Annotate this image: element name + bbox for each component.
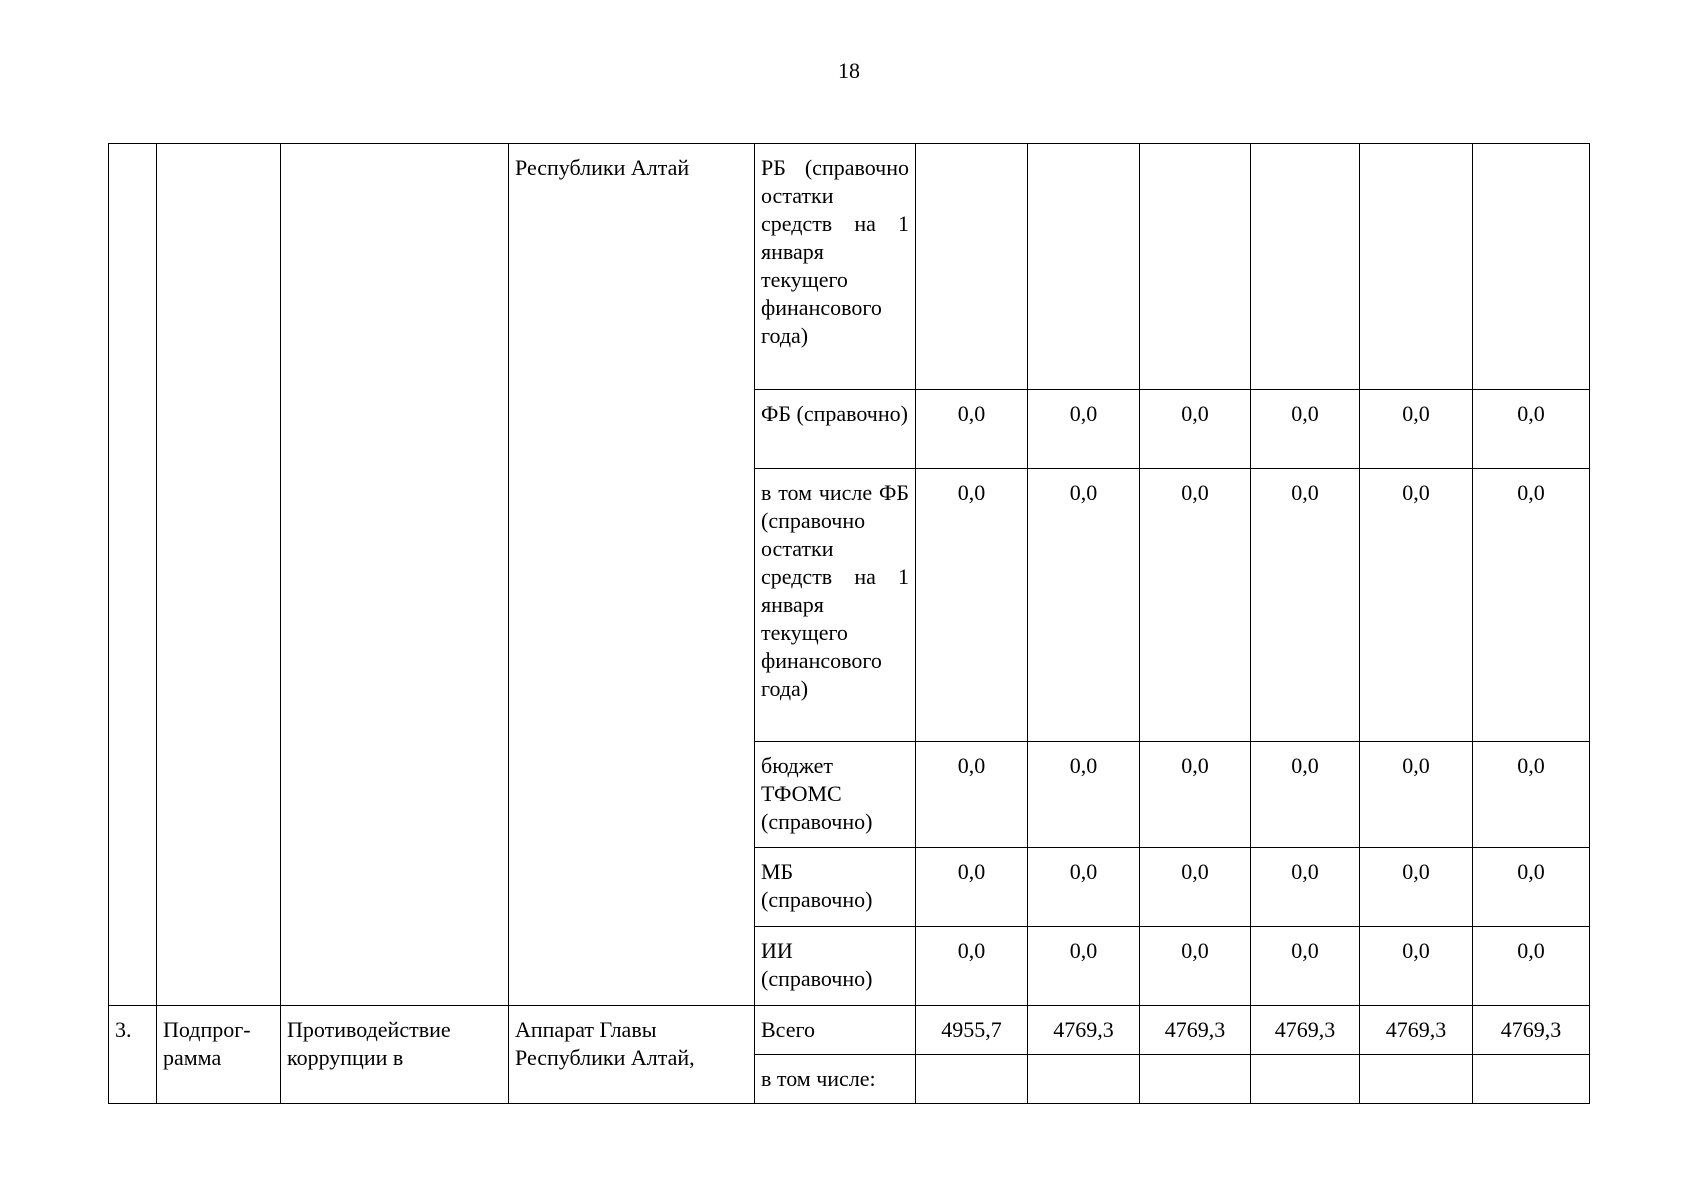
subprogram-executor: Аппарат Главы Республики Алтай, xyxy=(509,1006,755,1104)
value-cell: 0,0 xyxy=(916,390,1028,469)
type-cell xyxy=(157,144,281,1006)
value-cell: 0,0 xyxy=(1360,469,1473,742)
total-value-cell: 4769,3 xyxy=(1251,1006,1360,1055)
value-cell: 0,0 xyxy=(1140,469,1251,742)
executor-cell: Республики Алтай xyxy=(509,144,755,1006)
value-cell xyxy=(1028,144,1140,390)
value-cell: 0,0 xyxy=(1360,742,1473,848)
funding-source-cell: ФБ (справочно) xyxy=(755,390,916,469)
name-cell xyxy=(281,144,509,1006)
page-number: 18 xyxy=(838,58,860,83)
value-cell: 0,0 xyxy=(1251,848,1360,927)
funding-source-cell: в том числе ФБ (справочно остатки средств на 1 января текущего финансового года) xyxy=(755,469,916,742)
value-cell: 0,0 xyxy=(1473,848,1590,927)
budget-table xyxy=(108,143,1590,1104)
value-cell: 0,0 xyxy=(916,927,1028,1006)
total-value-cell: 4769,3 xyxy=(1028,1006,1140,1055)
value-cell xyxy=(1360,1055,1473,1104)
table-row-rb xyxy=(109,144,1590,390)
value-cell: 0,0 xyxy=(1360,848,1473,927)
value-cell: 0,0 xyxy=(916,742,1028,848)
value-cell: 0,0 xyxy=(1028,390,1140,469)
subprogram-type: Подпрог-рамма xyxy=(157,1006,281,1104)
total-value-cell: 4769,3 xyxy=(1473,1006,1590,1055)
value-cell: 0,0 xyxy=(1473,469,1590,742)
value-cell: 0,0 xyxy=(1140,848,1251,927)
value-cell: 0,0 xyxy=(1473,390,1590,469)
value-cell: 0,0 xyxy=(1028,469,1140,742)
value-cell xyxy=(1251,144,1360,390)
value-cell: 0,0 xyxy=(1251,469,1360,742)
value-cell: 0,0 xyxy=(1473,742,1590,848)
value-cell xyxy=(916,1055,1028,1104)
value-cell: 0,0 xyxy=(1251,742,1360,848)
funding-source-cell: ИИ (справочно) xyxy=(755,927,916,1006)
funding-source-cell: бюджет ТФОМС (справочно) xyxy=(755,742,916,848)
value-cell: 0,0 xyxy=(916,469,1028,742)
funding-source-cell: МБ (справочно) xyxy=(755,848,916,927)
value-cell xyxy=(1140,144,1251,390)
value-cell xyxy=(1473,1055,1590,1104)
total-value-cell: 4769,3 xyxy=(1140,1006,1251,1055)
subprogram-name: Противодействие коррупции в xyxy=(281,1006,509,1104)
value-cell: 0,0 xyxy=(1028,848,1140,927)
value-cell: 0,0 xyxy=(1251,390,1360,469)
including-label: в том числе: xyxy=(755,1055,916,1104)
value-cell xyxy=(916,144,1028,390)
value-cell xyxy=(1140,1055,1251,1104)
table-row-subprogram-total xyxy=(109,1006,1590,1055)
funding-source-cell: РБ (справочно остатки средств на 1 января текущего финансового года) xyxy=(755,144,916,390)
value-cell xyxy=(1473,144,1590,390)
value-cell: 0,0 xyxy=(1028,927,1140,1006)
value-cell: 0,0 xyxy=(916,848,1028,927)
total-value-cell: 4955,7 xyxy=(916,1006,1028,1055)
value-cell xyxy=(1028,1055,1140,1104)
value-cell: 0,0 xyxy=(1028,742,1140,848)
value-cell: 0,0 xyxy=(1140,927,1251,1006)
total-value-cell: 4769,3 xyxy=(1360,1006,1473,1055)
value-cell xyxy=(1251,1055,1360,1104)
number-cell xyxy=(109,144,157,1006)
value-cell: 0,0 xyxy=(1140,742,1251,848)
value-cell: 0,0 xyxy=(1360,927,1473,1006)
value-cell: 0,0 xyxy=(1140,390,1251,469)
value-cell: 0,0 xyxy=(1251,927,1360,1006)
value-cell: 0,0 xyxy=(1473,927,1590,1006)
value-cell xyxy=(1360,144,1473,390)
subprogram-number: 3. xyxy=(109,1006,157,1104)
value-cell: 0,0 xyxy=(1360,390,1473,469)
total-label: Всего xyxy=(755,1006,916,1055)
